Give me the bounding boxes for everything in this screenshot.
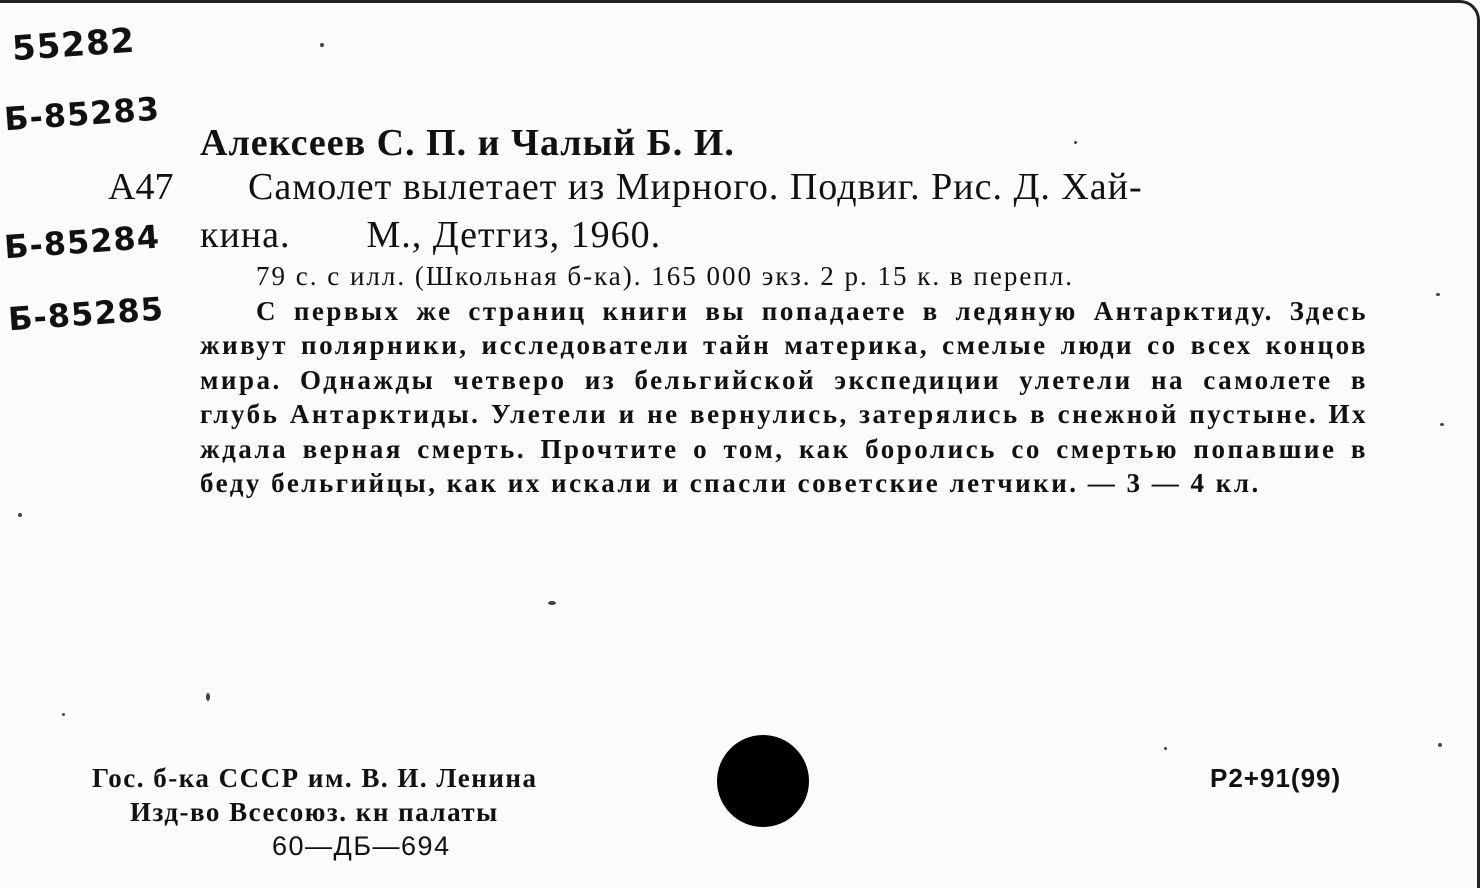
title-line-2-start: кина. <box>200 214 291 256</box>
speck <box>320 43 324 47</box>
classification-index: Р2+91(99) <box>1210 763 1342 793</box>
footer-imprint <box>92 761 537 863</box>
footer-line-3: 60—ДБ—694 <box>272 831 451 861</box>
publisher-info: М., Детгиз, 1960. <box>366 214 662 256</box>
punch-hole <box>717 735 809 827</box>
catalog-code: А47 <box>108 166 174 208</box>
speck <box>62 713 65 716</box>
footer-line-1: Гос. б-ка СССР им. В. И. Ленина <box>92 763 538 793</box>
description-block <box>200 259 1368 501</box>
handwritten-number-3: Б-85284 <box>2 217 162 267</box>
speck <box>1074 141 1077 144</box>
handwritten-number-2: Б-85283 <box>2 89 162 139</box>
title-line-1: Самолет вылетает из Мирного. Подвиг. Рис. Д. Хай- <box>248 166 1143 208</box>
physical-description: 79 с. с илл. (Школьная б-ка). 165 000 экз. 2 р. 15 к. в перепл. <box>256 261 1075 291</box>
title-line-2 <box>200 213 661 257</box>
handwritten-number-4: Б-85285 <box>6 289 166 339</box>
speck <box>548 601 556 605</box>
footer-line-2: Изд-во Всесоюз. кн палаты <box>130 797 499 827</box>
speck <box>1164 747 1167 750</box>
speck <box>18 513 22 517</box>
speck <box>206 693 210 701</box>
handwritten-number-1: 55282 <box>10 20 137 70</box>
speck <box>1438 743 1442 747</box>
author-line: Алексеев С. П. и Чалый Б. И. <box>200 122 735 164</box>
speck <box>1436 293 1440 296</box>
speck <box>1440 423 1444 426</box>
annotation: С первых же страниц книги вы попадаете в ледяную Антарктиду. Здесь живут полярники, исследователи тайн материка, смелые люди со всех концов мира. Однажды четверо из бельгийской экспедиции улетели на самолете в глубь Антарктиды. Улетели и не вернулись, затерялись в снежной пустыне. Их ждала верная смерть. Прочтите о том, как боролись со смертью попавшие в беду бельгийцы, как их искали и спасли советские летчики. — 3 — 4 кл. <box>200 295 1368 498</box>
